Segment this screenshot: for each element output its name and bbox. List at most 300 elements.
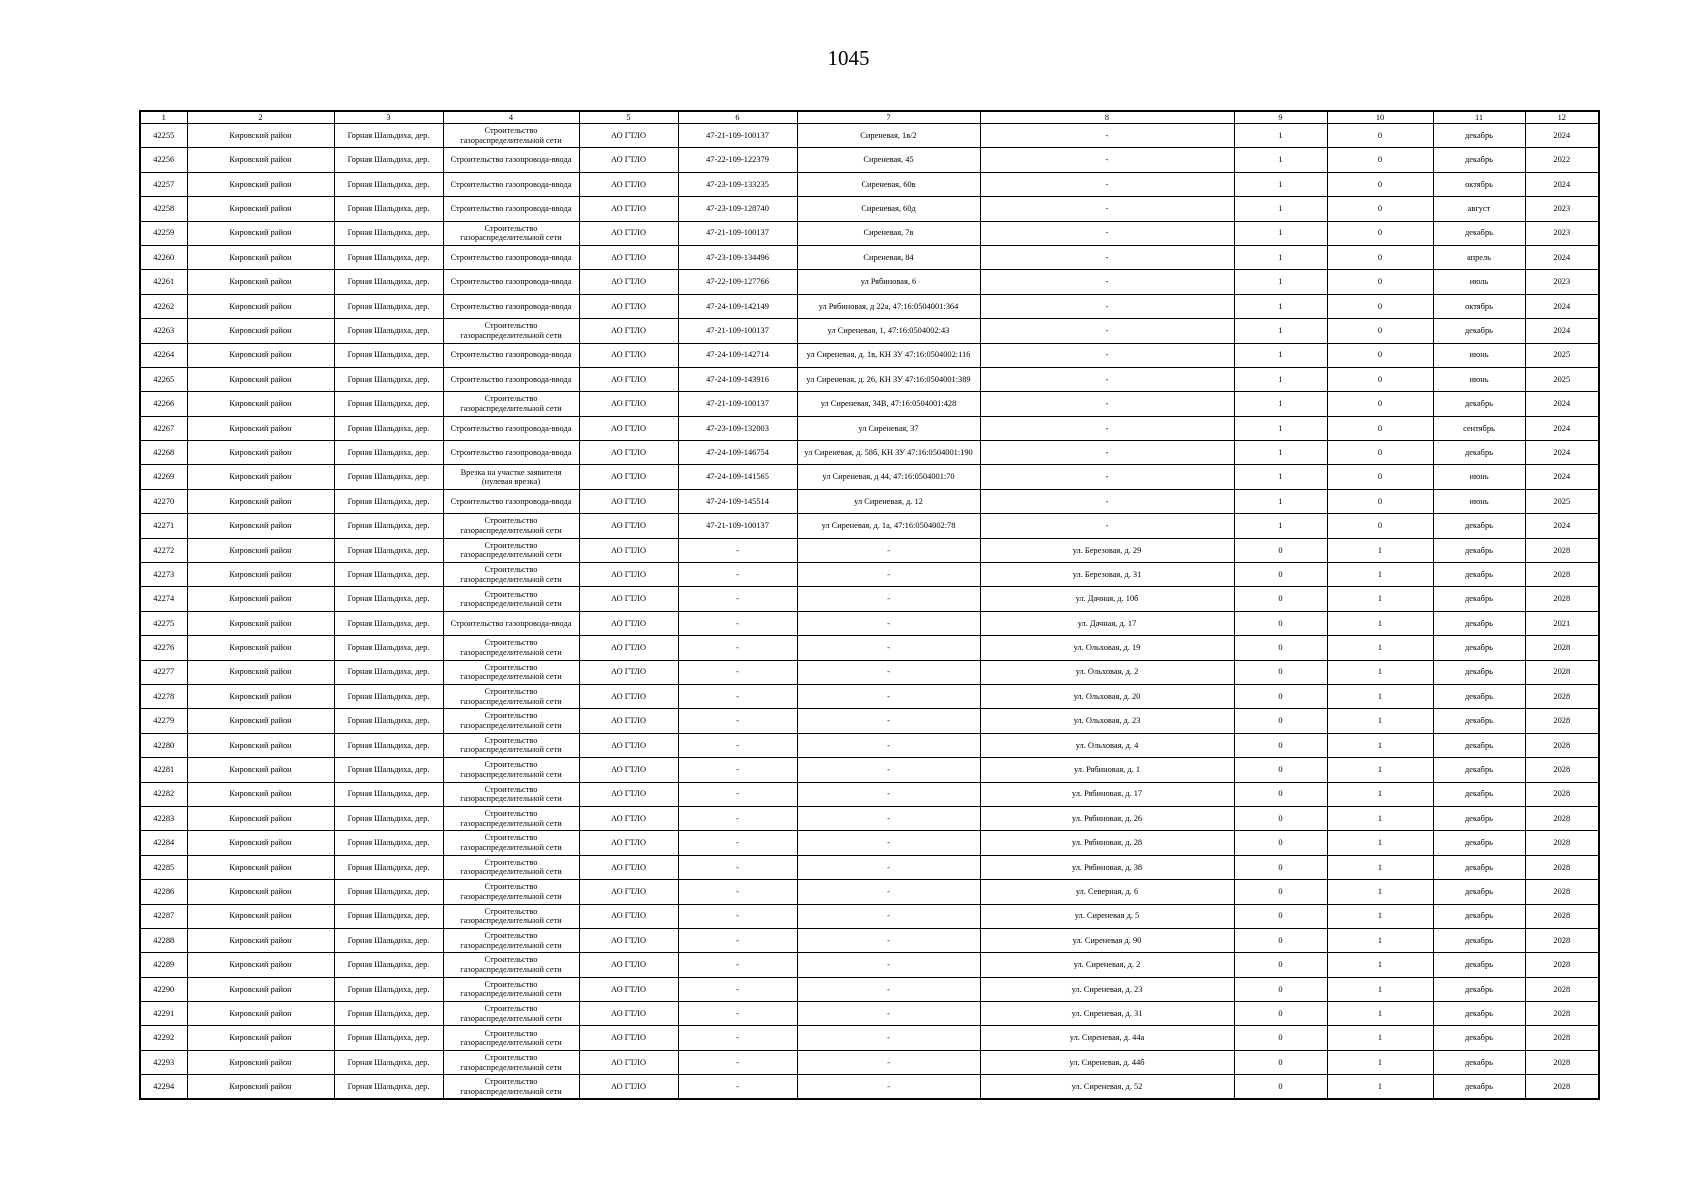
table-body [140,124,1599,1100]
record-number-cell: 42266 [140,392,187,416]
column-header-5: 5 [579,111,678,124]
settlement-cell: Горная Шальдиха, дер. [334,197,443,221]
count-a-cell: 1 [1234,416,1327,440]
work-type-cell: Строительство газораспределительной сети [443,392,579,416]
record-number-cell: 42280 [140,733,187,757]
month-cell: декабрь [1433,806,1525,830]
table-row [140,904,1599,928]
column-header-1: 1 [140,111,187,124]
district-cell: Кировский район [187,124,334,148]
count-b-cell: 1 [1327,904,1433,928]
record-number-cell: 42271 [140,514,187,538]
work-type-cell: Строительство газораспределительной сети [443,904,579,928]
work-type-cell: Строительство газораспределительной сети [443,782,579,806]
work-type-cell: Строительство газораспределительной сети [443,831,579,855]
year-cell: 2028 [1525,636,1599,660]
organization-cell: АО ГТЛО [579,563,678,587]
application-number-cell: - [678,831,797,855]
month-cell: декабрь [1433,758,1525,782]
application-number-cell: - [678,977,797,1001]
district-cell: Кировский район [187,733,334,757]
table-row [140,416,1599,440]
organization-cell: АО ГТЛО [579,758,678,782]
work-type-cell: Строительство газораспределительной сети [443,977,579,1001]
year-cell: 2022 [1525,148,1599,172]
record-number-cell: 42261 [140,270,187,294]
application-number-cell: 47-24-109-146754 [678,441,797,465]
application-number-cell: 47-23-109-128740 [678,197,797,221]
month-cell: декабрь [1433,1050,1525,1074]
address-cell: - [797,587,980,611]
organization-cell: АО ГТЛО [579,684,678,708]
district-cell: Кировский район [187,611,334,635]
address-cell: Сиреневая, 45 [797,148,980,172]
planned-address-cell: ул. Сиреневая, д. 44б [980,1050,1234,1074]
record-number-cell: 42276 [140,636,187,660]
organization-cell: АО ГТЛО [579,904,678,928]
organization-cell: АО ГТЛО [579,148,678,172]
table-row [140,392,1599,416]
year-cell: 2028 [1525,758,1599,782]
planned-address-cell: ул. Сиреневая д. 5 [980,904,1234,928]
count-b-cell: 1 [1327,684,1433,708]
year-cell: 2028 [1525,538,1599,562]
planned-address-cell: - [980,245,1234,269]
count-a-cell: 0 [1234,538,1327,562]
organization-cell: АО ГТЛО [579,953,678,977]
data-table [139,110,1600,1100]
count-a-cell: 0 [1234,928,1327,952]
table-row [140,124,1599,148]
table-row [140,270,1599,294]
count-b-cell: 0 [1327,124,1433,148]
count-b-cell: 0 [1327,343,1433,367]
count-b-cell: 0 [1327,416,1433,440]
settlement-cell: Горная Шальдиха, дер. [334,1050,443,1074]
district-cell: Кировский район [187,904,334,928]
organization-cell: АО ГТЛО [579,416,678,440]
record-number-cell: 42285 [140,855,187,879]
year-cell: 2028 [1525,806,1599,830]
count-b-cell: 0 [1327,514,1433,538]
planned-address-cell: ул. Ольховая, д. 4 [980,733,1234,757]
application-number-cell: 47-24-109-145514 [678,489,797,513]
organization-cell: АО ГТЛО [579,709,678,733]
settlement-cell: Горная Шальдиха, дер. [334,514,443,538]
address-cell: - [797,831,980,855]
settlement-cell: Горная Шальдиха, дер. [334,782,443,806]
district-cell: Кировский район [187,806,334,830]
district-cell: Кировский район [187,709,334,733]
record-number-cell: 42279 [140,709,187,733]
application-number-cell: - [678,1075,797,1099]
year-cell: 2023 [1525,270,1599,294]
application-number-cell: 47-21-109-100137 [678,514,797,538]
record-number-cell: 42265 [140,367,187,391]
district-cell: Кировский район [187,197,334,221]
planned-address-cell: - [980,319,1234,343]
record-number-cell: 42283 [140,806,187,830]
year-cell: 2028 [1525,977,1599,1001]
organization-cell: АО ГТЛО [579,221,678,245]
organization-cell: АО ГТЛО [579,465,678,489]
work-type-cell: Строительство газопровода-ввода [443,197,579,221]
table-row [140,538,1599,562]
table-row [140,563,1599,587]
count-a-cell: 0 [1234,563,1327,587]
work-type-cell: Строительство газораспределительной сети [443,124,579,148]
record-number-cell: 42257 [140,172,187,196]
count-a-cell: 0 [1234,587,1327,611]
record-number-cell: 42289 [140,953,187,977]
count-a-cell: 1 [1234,514,1327,538]
table-row [140,367,1599,391]
application-number-cell: 47-23-109-134496 [678,245,797,269]
table-row [140,953,1599,977]
planned-address-cell: ул. Сиреневая, д. 31 [980,1002,1234,1026]
work-type-cell: Строительство газораспределительной сети [443,587,579,611]
table-row [140,148,1599,172]
organization-cell: АО ГТЛО [579,270,678,294]
organization-cell: АО ГТЛО [579,514,678,538]
application-number-cell: - [678,904,797,928]
address-cell: ул Сиреневая, д. 12 [797,489,980,513]
year-cell: 2024 [1525,392,1599,416]
address-cell: - [797,953,980,977]
record-number-cell: 42267 [140,416,187,440]
settlement-cell: Горная Шальдиха, дер. [334,684,443,708]
planned-address-cell: ул. Сиреневая д. 90 [980,928,1234,952]
month-cell: декабрь [1433,563,1525,587]
organization-cell: АО ГТЛО [579,1050,678,1074]
organization-cell: АО ГТЛО [579,855,678,879]
work-type-cell: Строительство газораспределительной сети [443,758,579,782]
count-a-cell: 1 [1234,392,1327,416]
work-type-cell: Врезка на участке заявителя (нулевая врезка) [443,465,579,489]
settlement-cell: Горная Шальдиха, дер. [334,221,443,245]
month-cell: июнь [1433,367,1525,391]
count-b-cell: 1 [1327,660,1433,684]
planned-address-cell: ул. Рябиновая, д. 1 [980,758,1234,782]
table-row [140,758,1599,782]
planned-address-cell: ул. Дачная, д. 10б [980,587,1234,611]
table-row [140,611,1599,635]
count-a-cell: 0 [1234,636,1327,660]
month-cell: декабрь [1433,124,1525,148]
table-row [140,245,1599,269]
table-row [140,587,1599,611]
address-cell: - [797,855,980,879]
planned-address-cell: ул. Ольховая, д. 19 [980,636,1234,660]
column-header-3: 3 [334,111,443,124]
application-number-cell: - [678,563,797,587]
district-cell: Кировский район [187,221,334,245]
work-type-cell: Строительство газораспределительной сети [443,733,579,757]
address-cell: - [797,684,980,708]
count-a-cell: 0 [1234,806,1327,830]
year-cell: 2024 [1525,294,1599,318]
count-b-cell: 0 [1327,197,1433,221]
application-number-cell: 47-23-109-133235 [678,172,797,196]
count-a-cell: 1 [1234,197,1327,221]
record-number-cell: 42294 [140,1075,187,1099]
address-cell: - [797,611,980,635]
address-cell: ул Рябиновая, д 22а, 47:16:0504001:364 [797,294,980,318]
table-row [140,831,1599,855]
record-number-cell: 42260 [140,245,187,269]
settlement-cell: Горная Шальдиха, дер. [334,1026,443,1050]
month-cell: декабрь [1433,538,1525,562]
planned-address-cell: - [980,197,1234,221]
work-type-cell: Строительство газораспределительной сети [443,514,579,538]
district-cell: Кировский район [187,416,334,440]
month-cell: декабрь [1433,880,1525,904]
district-cell: Кировский район [187,953,334,977]
planned-address-cell: ул. Северная, д. 6 [980,880,1234,904]
settlement-cell: Горная Шальдиха, дер. [334,563,443,587]
month-cell: декабрь [1433,831,1525,855]
address-cell: - [797,709,980,733]
planned-address-cell: ул. Сиреневая, д. 52 [980,1075,1234,1099]
planned-address-cell: - [980,514,1234,538]
planned-address-cell: - [980,489,1234,513]
count-a-cell: 1 [1234,465,1327,489]
work-type-cell: Строительство газопровода-ввода [443,270,579,294]
count-a-cell: 1 [1234,172,1327,196]
count-b-cell: 0 [1327,441,1433,465]
application-number-cell: - [678,709,797,733]
district-cell: Кировский район [187,758,334,782]
district-cell: Кировский район [187,343,334,367]
organization-cell: АО ГТЛО [579,611,678,635]
district-cell: Кировский район [187,294,334,318]
work-type-cell: Строительство газораспределительной сети [443,221,579,245]
application-number-cell: - [678,733,797,757]
settlement-cell: Горная Шальдиха, дер. [334,928,443,952]
table-row [140,928,1599,952]
count-a-cell: 0 [1234,758,1327,782]
application-number-cell: 47-24-109-141565 [678,465,797,489]
planned-address-cell: - [980,124,1234,148]
count-b-cell: 0 [1327,294,1433,318]
district-cell: Кировский район [187,441,334,465]
year-cell: 2023 [1525,197,1599,221]
year-cell: 2025 [1525,489,1599,513]
application-number-cell: - [678,1050,797,1074]
settlement-cell: Горная Шальдиха, дер. [334,611,443,635]
column-header-12: 12 [1525,111,1599,124]
address-cell: - [797,1026,980,1050]
count-b-cell: 1 [1327,709,1433,733]
address-cell: ул Сиреневая, д 44, 47:16:0504001:70 [797,465,980,489]
month-cell: декабрь [1433,319,1525,343]
month-cell: декабрь [1433,1026,1525,1050]
district-cell: Кировский район [187,319,334,343]
record-number-cell: 42286 [140,880,187,904]
record-number-cell: 42255 [140,124,187,148]
count-b-cell: 1 [1327,1050,1433,1074]
count-a-cell: 0 [1234,684,1327,708]
month-cell: декабрь [1433,684,1525,708]
organization-cell: АО ГТЛО [579,1026,678,1050]
settlement-cell: Горная Шальдиха, дер. [334,148,443,172]
record-number-cell: 42292 [140,1026,187,1050]
settlement-cell: Горная Шальдиха, дер. [334,270,443,294]
address-cell: - [797,880,980,904]
address-cell: - [797,904,980,928]
work-type-cell: Строительство газопровода-ввода [443,367,579,391]
count-a-cell: 1 [1234,221,1327,245]
work-type-cell: Строительство газопровода-ввода [443,245,579,269]
settlement-cell: Горная Шальдиха, дер. [334,953,443,977]
address-cell: - [797,1075,980,1099]
district-cell: Кировский район [187,465,334,489]
application-number-cell: - [678,684,797,708]
organization-cell: АО ГТЛО [579,245,678,269]
organization-cell: АО ГТЛО [579,928,678,952]
count-b-cell: 0 [1327,148,1433,172]
district-cell: Кировский район [187,245,334,269]
address-cell: - [797,1002,980,1026]
table-row [140,709,1599,733]
count-b-cell: 0 [1327,270,1433,294]
count-a-cell: 0 [1234,709,1327,733]
application-number-cell: - [678,1026,797,1050]
column-header-4: 4 [443,111,579,124]
count-b-cell: 1 [1327,538,1433,562]
settlement-cell: Горная Шальдиха, дер. [334,319,443,343]
count-a-cell: 0 [1234,1026,1327,1050]
work-type-cell: Строительство газопровода-ввода [443,172,579,196]
year-cell: 2024 [1525,172,1599,196]
year-cell: 2024 [1525,319,1599,343]
count-a-cell: 1 [1234,441,1327,465]
settlement-cell: Горная Шальдиха, дер. [334,806,443,830]
record-number-cell: 42274 [140,587,187,611]
organization-cell: АО ГТЛО [579,1075,678,1099]
application-number-cell: - [678,806,797,830]
column-header-8: 8 [980,111,1234,124]
count-b-cell: 1 [1327,733,1433,757]
year-cell: 2028 [1525,1075,1599,1099]
district-cell: Кировский район [187,928,334,952]
count-b-cell: 0 [1327,245,1433,269]
record-number-cell: 42272 [140,538,187,562]
application-number-cell: 47-24-109-142149 [678,294,797,318]
table-row [140,660,1599,684]
settlement-cell: Горная Шальдиха, дер. [334,855,443,879]
work-type-cell: Строительство газопровода-ввода [443,489,579,513]
table-row [140,733,1599,757]
organization-cell: АО ГТЛО [579,636,678,660]
application-number-cell: - [678,636,797,660]
count-a-cell: 0 [1234,953,1327,977]
month-cell: июнь [1433,465,1525,489]
count-b-cell: 0 [1327,172,1433,196]
planned-address-cell: - [980,172,1234,196]
record-number-cell: 42269 [140,465,187,489]
month-cell: декабрь [1433,855,1525,879]
district-cell: Кировский район [187,1026,334,1050]
work-type-cell: Строительство газораспределительной сети [443,563,579,587]
organization-cell: АО ГТЛО [579,392,678,416]
address-cell: ул Сиреневая, д. 26, КН ЗУ 47:16:0504001:389 [797,367,980,391]
work-type-cell: Строительство газораспределительной сети [443,538,579,562]
column-header-7: 7 [797,111,980,124]
work-type-cell: Строительство газопровода-ввода [443,441,579,465]
settlement-cell: Горная Шальдиха, дер. [334,294,443,318]
settlement-cell: Горная Шальдиха, дер. [334,587,443,611]
year-cell: 2028 [1525,928,1599,952]
organization-cell: АО ГТЛО [579,733,678,757]
planned-address-cell: ул. Березовая, д. 31 [980,563,1234,587]
address-cell: - [797,782,980,806]
settlement-cell: Горная Шальдиха, дер. [334,392,443,416]
district-cell: Кировский район [187,880,334,904]
record-number-cell: 42284 [140,831,187,855]
year-cell: 2028 [1525,782,1599,806]
district-cell: Кировский район [187,148,334,172]
application-number-cell: 47-21-109-100137 [678,392,797,416]
table-row [140,514,1599,538]
record-number-cell: 42263 [140,319,187,343]
month-cell: декабрь [1433,441,1525,465]
count-b-cell: 1 [1327,587,1433,611]
address-cell: ул Сиреневая, д. 58б, КН ЗУ 47:16:0504001:190 [797,441,980,465]
work-type-cell: Строительство газораспределительной сети [443,319,579,343]
address-cell: - [797,977,980,1001]
district-cell: Кировский район [187,367,334,391]
record-number-cell: 42256 [140,148,187,172]
application-number-cell: 47-24-109-143916 [678,367,797,391]
count-b-cell: 0 [1327,221,1433,245]
application-number-cell: 47-21-109-100137 [678,319,797,343]
address-cell: - [797,733,980,757]
application-number-cell: - [678,782,797,806]
record-number-cell: 42258 [140,197,187,221]
settlement-cell: Горная Шальдиха, дер. [334,904,443,928]
table-row [140,880,1599,904]
record-number-cell: 42262 [140,294,187,318]
address-cell: - [797,928,980,952]
work-type-cell: Строительство газопровода-ввода [443,148,579,172]
count-a-cell: 0 [1234,611,1327,635]
year-cell: 2028 [1525,880,1599,904]
application-number-cell: 47-22-109-127766 [678,270,797,294]
settlement-cell: Горная Шальдиха, дер. [334,367,443,391]
count-b-cell: 1 [1327,1026,1433,1050]
count-a-cell: 0 [1234,1002,1327,1026]
year-cell: 2021 [1525,611,1599,635]
count-a-cell: 0 [1234,1050,1327,1074]
table-row [140,172,1599,196]
month-cell: декабрь [1433,392,1525,416]
month-cell: декабрь [1433,904,1525,928]
planned-address-cell: - [980,343,1234,367]
record-number-cell: 42281 [140,758,187,782]
settlement-cell: Горная Шальдиха, дер. [334,465,443,489]
record-number-cell: 42282 [140,782,187,806]
month-cell: декабрь [1433,636,1525,660]
settlement-cell: Горная Шальдиха, дер. [334,1075,443,1099]
count-a-cell: 1 [1234,270,1327,294]
organization-cell: АО ГТЛО [579,880,678,904]
address-cell: - [797,806,980,830]
year-cell: 2028 [1525,904,1599,928]
month-cell: декабрь [1433,611,1525,635]
record-number-cell: 42275 [140,611,187,635]
application-number-cell: - [678,611,797,635]
